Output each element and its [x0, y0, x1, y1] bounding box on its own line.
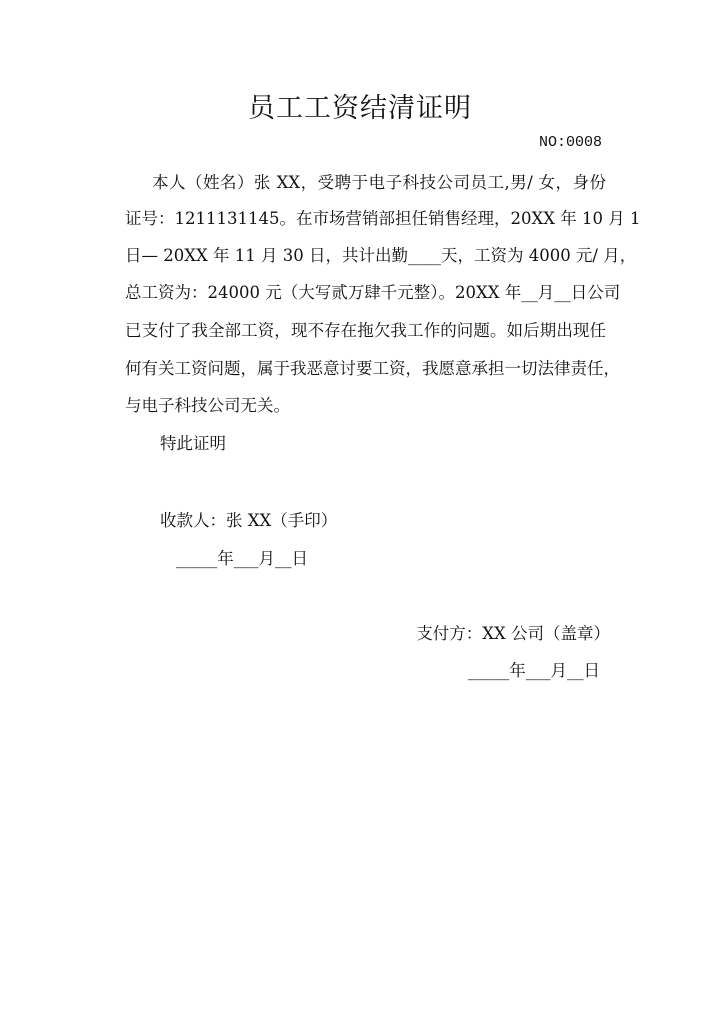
document-number: NO:0008	[538, 134, 602, 151]
payer-signature: 支付方：XX 公司（盖章）	[416, 624, 610, 643]
body-line: 日— 20XX 年 11 月 30 日，共计出勤____天，工资为 4000 元/ 月，	[125, 246, 637, 265]
payer-date: _____年___月__日	[468, 661, 600, 680]
body-line: 总工资为：24000 元（大写贰万肆千元整）。20XX 年__月__日公司	[125, 283, 621, 302]
document-title: 员工工资结清证明	[248, 93, 472, 124]
body-line: 与电子科技公司无关。	[125, 396, 290, 415]
closing-text: 特此证明	[160, 434, 226, 453]
recipient-signature: 收款人：张 XX（手印）	[160, 511, 338, 530]
body-line: 何有关工资问题，属于我恶意讨要工资，我愿意承担一切法律责任，	[125, 359, 620, 378]
body-line: 证号：1211131145。在市场营销部担任销售经理，20XX 年 10 月 1	[125, 209, 641, 228]
recipient-date: _____年___月__日	[176, 549, 308, 568]
body-line: 已支付了我全部工资，现不存在拖欠我工作的问题。如后期出现任	[125, 321, 606, 340]
body-line: 本人（姓名）张 XX，受聘于电子科技公司员工,男/ 女，身份	[152, 173, 606, 192]
